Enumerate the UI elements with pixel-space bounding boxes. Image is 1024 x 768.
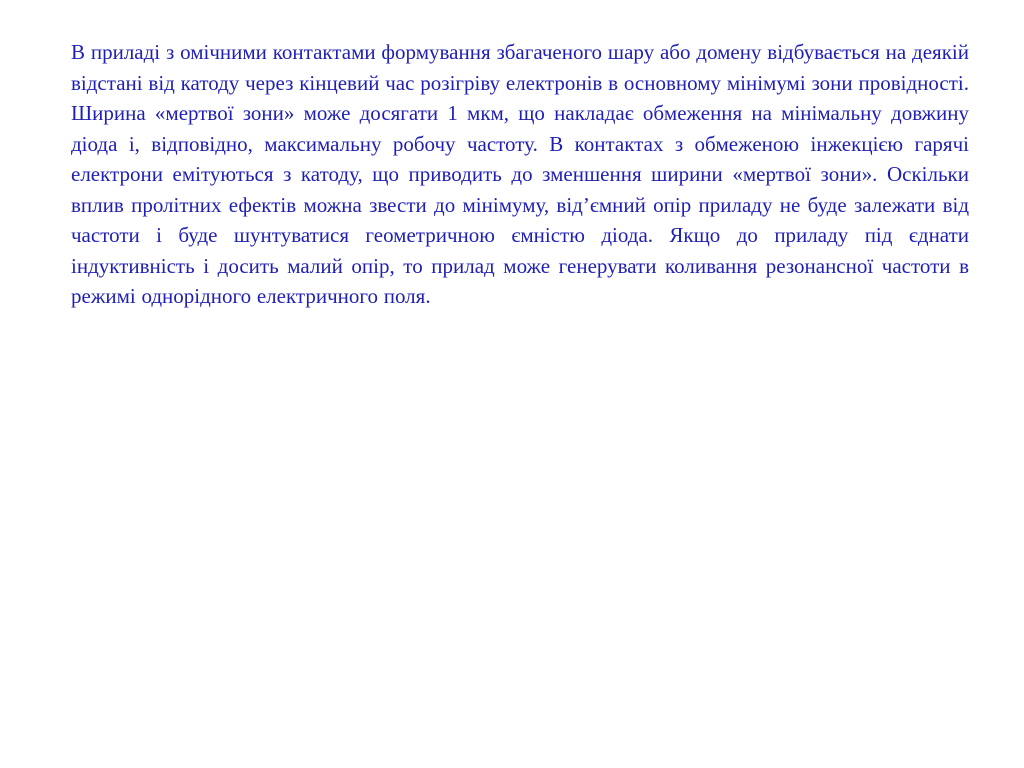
body-paragraph: В приладі з омічними контактами формування збагаченого шару або домену відбувається на деякій відстані від катоду через кінцевий час розігріву електронів в основному мінімумі зони провідності. Ширина «мертвої зони» може досягати 1 мкм, що накладає обмеження на мінімальну довжину діода і, відповідно, максимальну робочу частоту. В контактах з обмеженою інжекцією гарячі електрони емітуються з катоду, що приводить до зменшення ширини «мертвої зони». Оскільки вплив пролітних ефектів можна звести до мінімуму, від’ємний опір приладу не буде залежати від частоти і буде шунтуватися геометричною ємністю діода. Якщо до приладу під єднати індуктивність і досить малий опір, то прилад може генерувати коливання резонансної частоти в режимі однорідного електричного поля. [71,40,969,308]
